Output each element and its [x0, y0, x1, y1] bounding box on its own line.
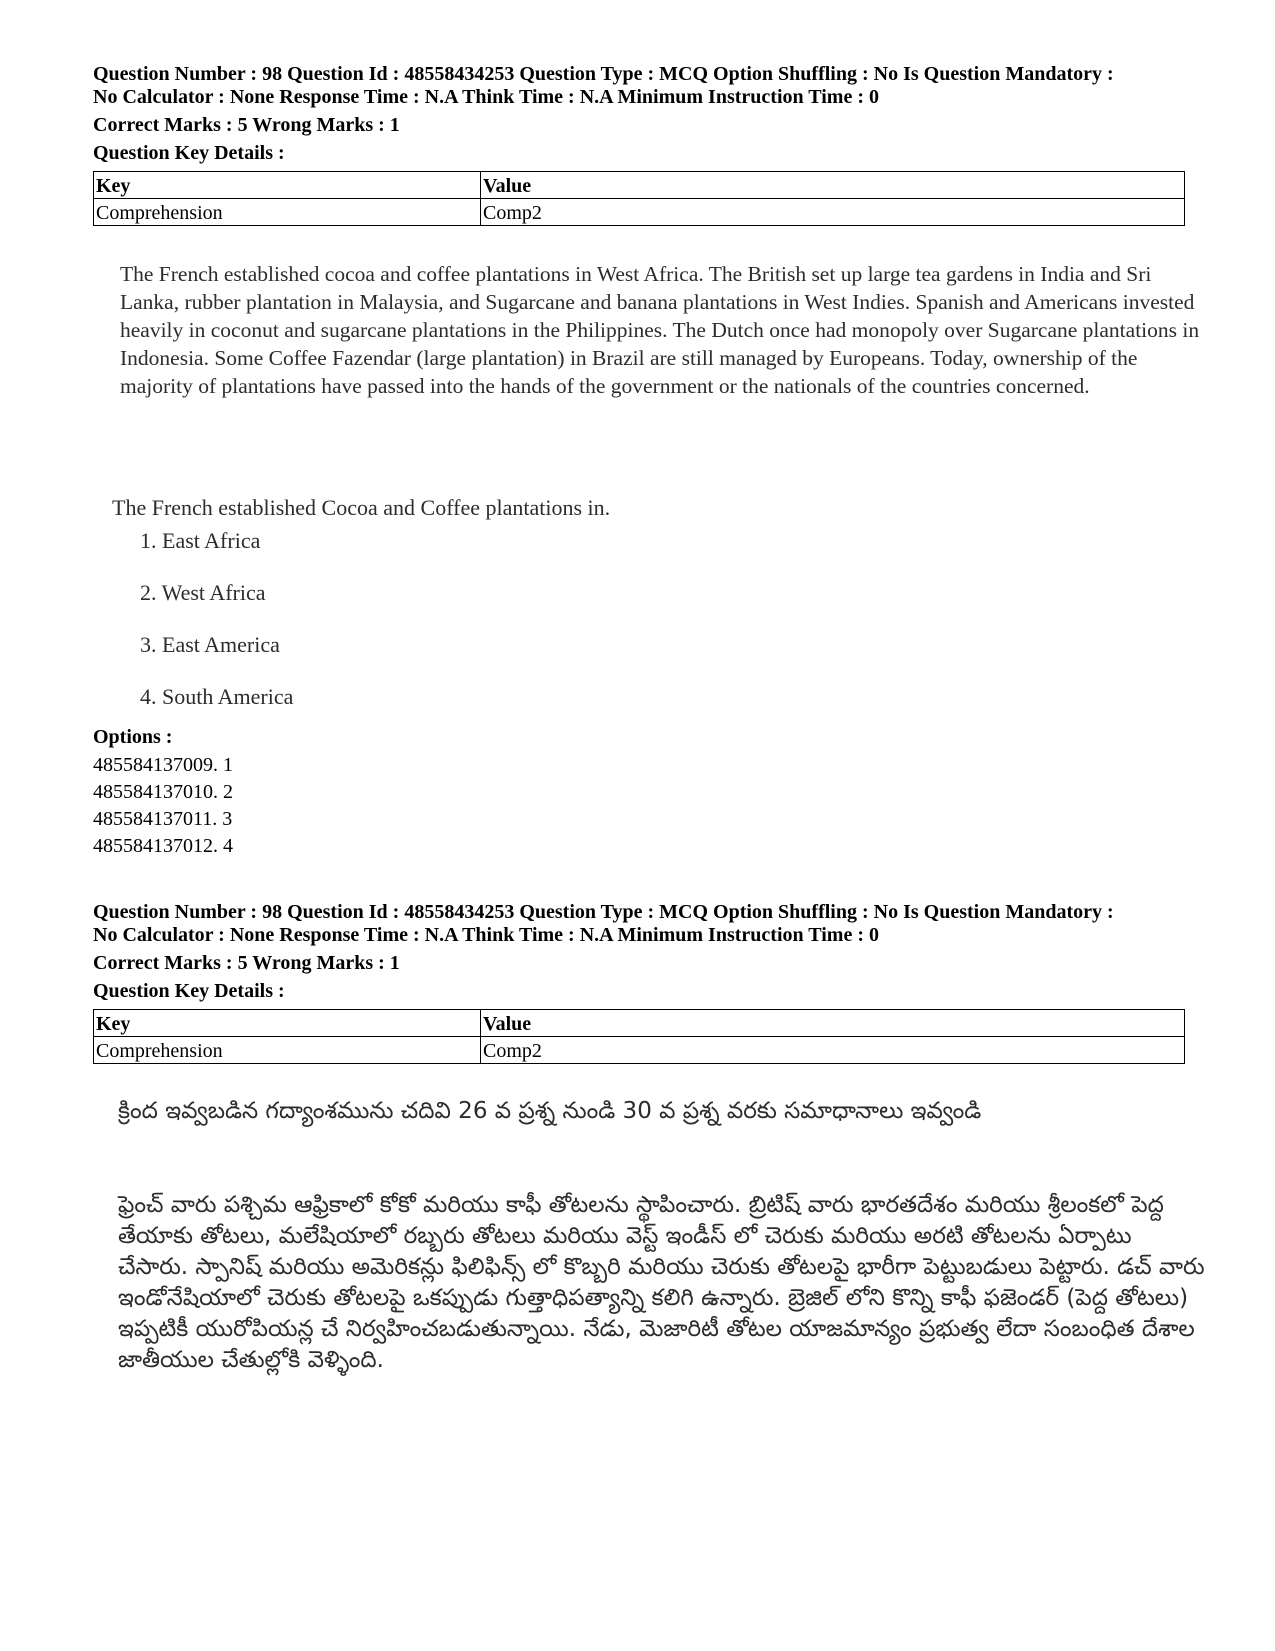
table-cell-key: Comprehension — [94, 1037, 481, 1064]
question-stem: The French established Cocoa and Coffee plantations in. — [112, 495, 611, 520]
question-meta-line-1: Question Number : 98 Question Id : 48558434253 Question Type : MCQ Option Shuffling : No Is Question Mandatory : — [93, 901, 1114, 923]
question-meta-line-1: Question Number : 98 Question Id : 48558434253 Question Type : MCQ Option Shuffling : No Is Question Mandatory : — [93, 63, 1114, 85]
table-header-key: Key — [94, 172, 481, 199]
table-header-row — [94, 172, 1185, 199]
question-meta-line-2: No Calculator : None Response Time : N.A Think Time : N.A Minimum Instruction Time : 0 — [93, 86, 879, 108]
comprehension-passage: The French established cocoa and coffee plantations in West Africa. The British set up large tea gardens in India and Sri Lanka, rubber plantation in Malaysia, and Sugarcane and banana plantations in West Indies. Spanish and Americans invested heavily in coconut and sugarcane plantations in the Philippines. The Dutch once had monopoly over Sugarcane plantations in Indonesia. Some Coffee Fazendar (large plantation) in Brazil are still managed by Europeans. Today, ownership of the majority of plantations have passed into the hands of the government or the nationals of the countries concerned. — [120, 262, 1200, 398]
key-details-table — [93, 1009, 1185, 1064]
question-meta-line-2: No Calculator : None Response Time : N.A Think Time : N.A Minimum Instruction Time : 0 — [93, 924, 879, 946]
table-cell-value: Comp2 — [481, 199, 1185, 226]
option-line: 485584137009. 1 — [93, 754, 233, 776]
options-label: Options : — [93, 726, 173, 748]
key-details-label: Question Key Details : — [93, 142, 285, 164]
marks-line: Correct Marks : 5 Wrong Marks : 1 — [93, 114, 400, 136]
key-details-label: Question Key Details : — [93, 980, 285, 1002]
marks-line: Correct Marks : 5 Wrong Marks : 1 — [93, 952, 400, 974]
table-cell-value: Comp2 — [481, 1037, 1185, 1064]
key-details-table — [93, 171, 1185, 226]
option-line: 485584137012. 4 — [93, 835, 233, 857]
option-line: 485584137010. 2 — [93, 781, 233, 803]
table-header-value: Value — [481, 1010, 1185, 1037]
telugu-passage: ఫ్రెంచ్ వారు పశ్చిమ ఆఫ్రికాలో కోకో మరియు కాఫీ తోటలను స్థాపించారు. బ్రిటిష్ వారు భారతదేశం మరియు శ్రీలంకలో పెద్ద తేయాకు తోటలు, మలేషియాలో రబ్బరు తోటలు మరియు వెస్ట్ ఇండీస్ లో చెరుకు మరియు అరటి తోటలను ఏర్పాటు చేసారు. స్పానిష్ మరియు అమెరికన్లు ఫిలిఫిన్స్ లో కొబ్బరి మరియు చెరుకు తోటలపై భారీగా పెట్టుబడులు పెట్టారు. డచ్ వారు ఇండోనేషియాలో చెరుకు తోటలపై ఒకప్పుడు గుత్తాధిపత్యాన్ని కలిగి ఉన్నారు. బ్రెజిల్ లోని కొన్ని కాఫీ ఫజెండర్ (పెద్ద తోటలు) ఇప్పటికీ యురోపియన్ల చే నిర్వహించబడుతున్నాయి. నేడు, మెజారిటీ తోటల యాజమాన్యం ప్రభుత్వ లేదా సంబంధిత దేశాల జాతీయుల చేతుల్లోకి వెళ్ళింది. — [118, 1192, 1205, 1373]
choice-item: 3. East America — [140, 632, 280, 657]
choice-item: 1. East Africa — [140, 528, 261, 553]
table-header-row — [94, 1010, 1185, 1037]
choice-item: 2. West Africa — [140, 580, 266, 605]
telugu-instruction: క్రింద ఇవ్వబడిన గద్యాంశమును చదివి 26 వ ప్రశ్న నుండి 30 వ ప్రశ్న వరకు సమాధానాలు ఇవ్వండి — [118, 1098, 982, 1124]
option-line: 485584137011. 3 — [93, 808, 233, 830]
table-row — [94, 199, 1185, 226]
table-header-value: Value — [481, 172, 1185, 199]
table-cell-key: Comprehension — [94, 199, 481, 226]
table-header-key: Key — [94, 1010, 481, 1037]
table-row — [94, 1037, 1185, 1064]
choice-item: 4. South America — [140, 684, 294, 709]
